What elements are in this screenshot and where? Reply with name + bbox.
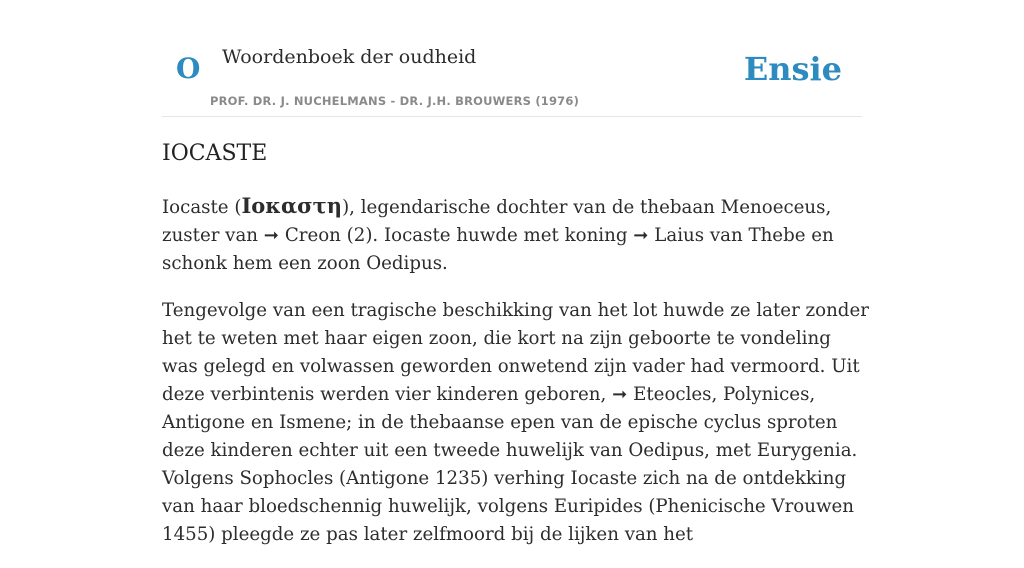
text: Iocaste ( [162, 197, 242, 218]
text: Tengevolge van een tragische beschikking van het lot huwde ze later zonder het te weten met haar eigen zoon, die kort na zijn geboorte te vondeling was gelegd en volwassen geworden onwetend zijn vader had vermoord. Uit deze verbintenis werden vier kinderen geboren, [162, 300, 869, 405]
text: Eteocles, Polynices, Antigone en Ismene; in de thebaanse epen van de epische cyclus sproten deze kinderen echter uit een tweede huwelijk van Oedipus, met Eurygenia. Volgens Sophocles (Antigone 1235) verhing Iocaste zich na de ontdekking van haar bloedschennig huwelijk, volgens Euripides (Phenicische Vrouwen 1455) pleegde ze pas later zelfmoord bij de lijken van het [162, 384, 858, 545]
text: Creon (2). Iocaste huwde met koning [279, 225, 634, 246]
article-headword: IOCASTE [162, 141, 268, 166]
paragraph-2 [162, 297, 872, 549]
text: Laius van Thebe en schonk hem een zoon Oedipus. [162, 225, 834, 274]
dictionary-title[interactable]: Woordenboek der oudheid [222, 46, 477, 68]
ensie-logo[interactable]: Ensie [743, 50, 842, 88]
arrow-icon[interactable]: ➞ [612, 384, 628, 405]
paragraph-1 [162, 192, 872, 278]
header [162, 0, 862, 117]
text: ), legendarische dochter van de thebaan Menoeceus, zuster van [162, 197, 832, 246]
arrow-icon[interactable]: ➞ [633, 225, 649, 246]
greek-name: Ιοκαστη [241, 193, 343, 218]
letter-badge[interactable]: O [176, 52, 201, 85]
arrow-icon[interactable]: ➞ [263, 225, 280, 246]
authors-line: PROF. DR. J. NUCHELMANS - DR. J.H. BROUWERS (1976) [210, 94, 580, 108]
